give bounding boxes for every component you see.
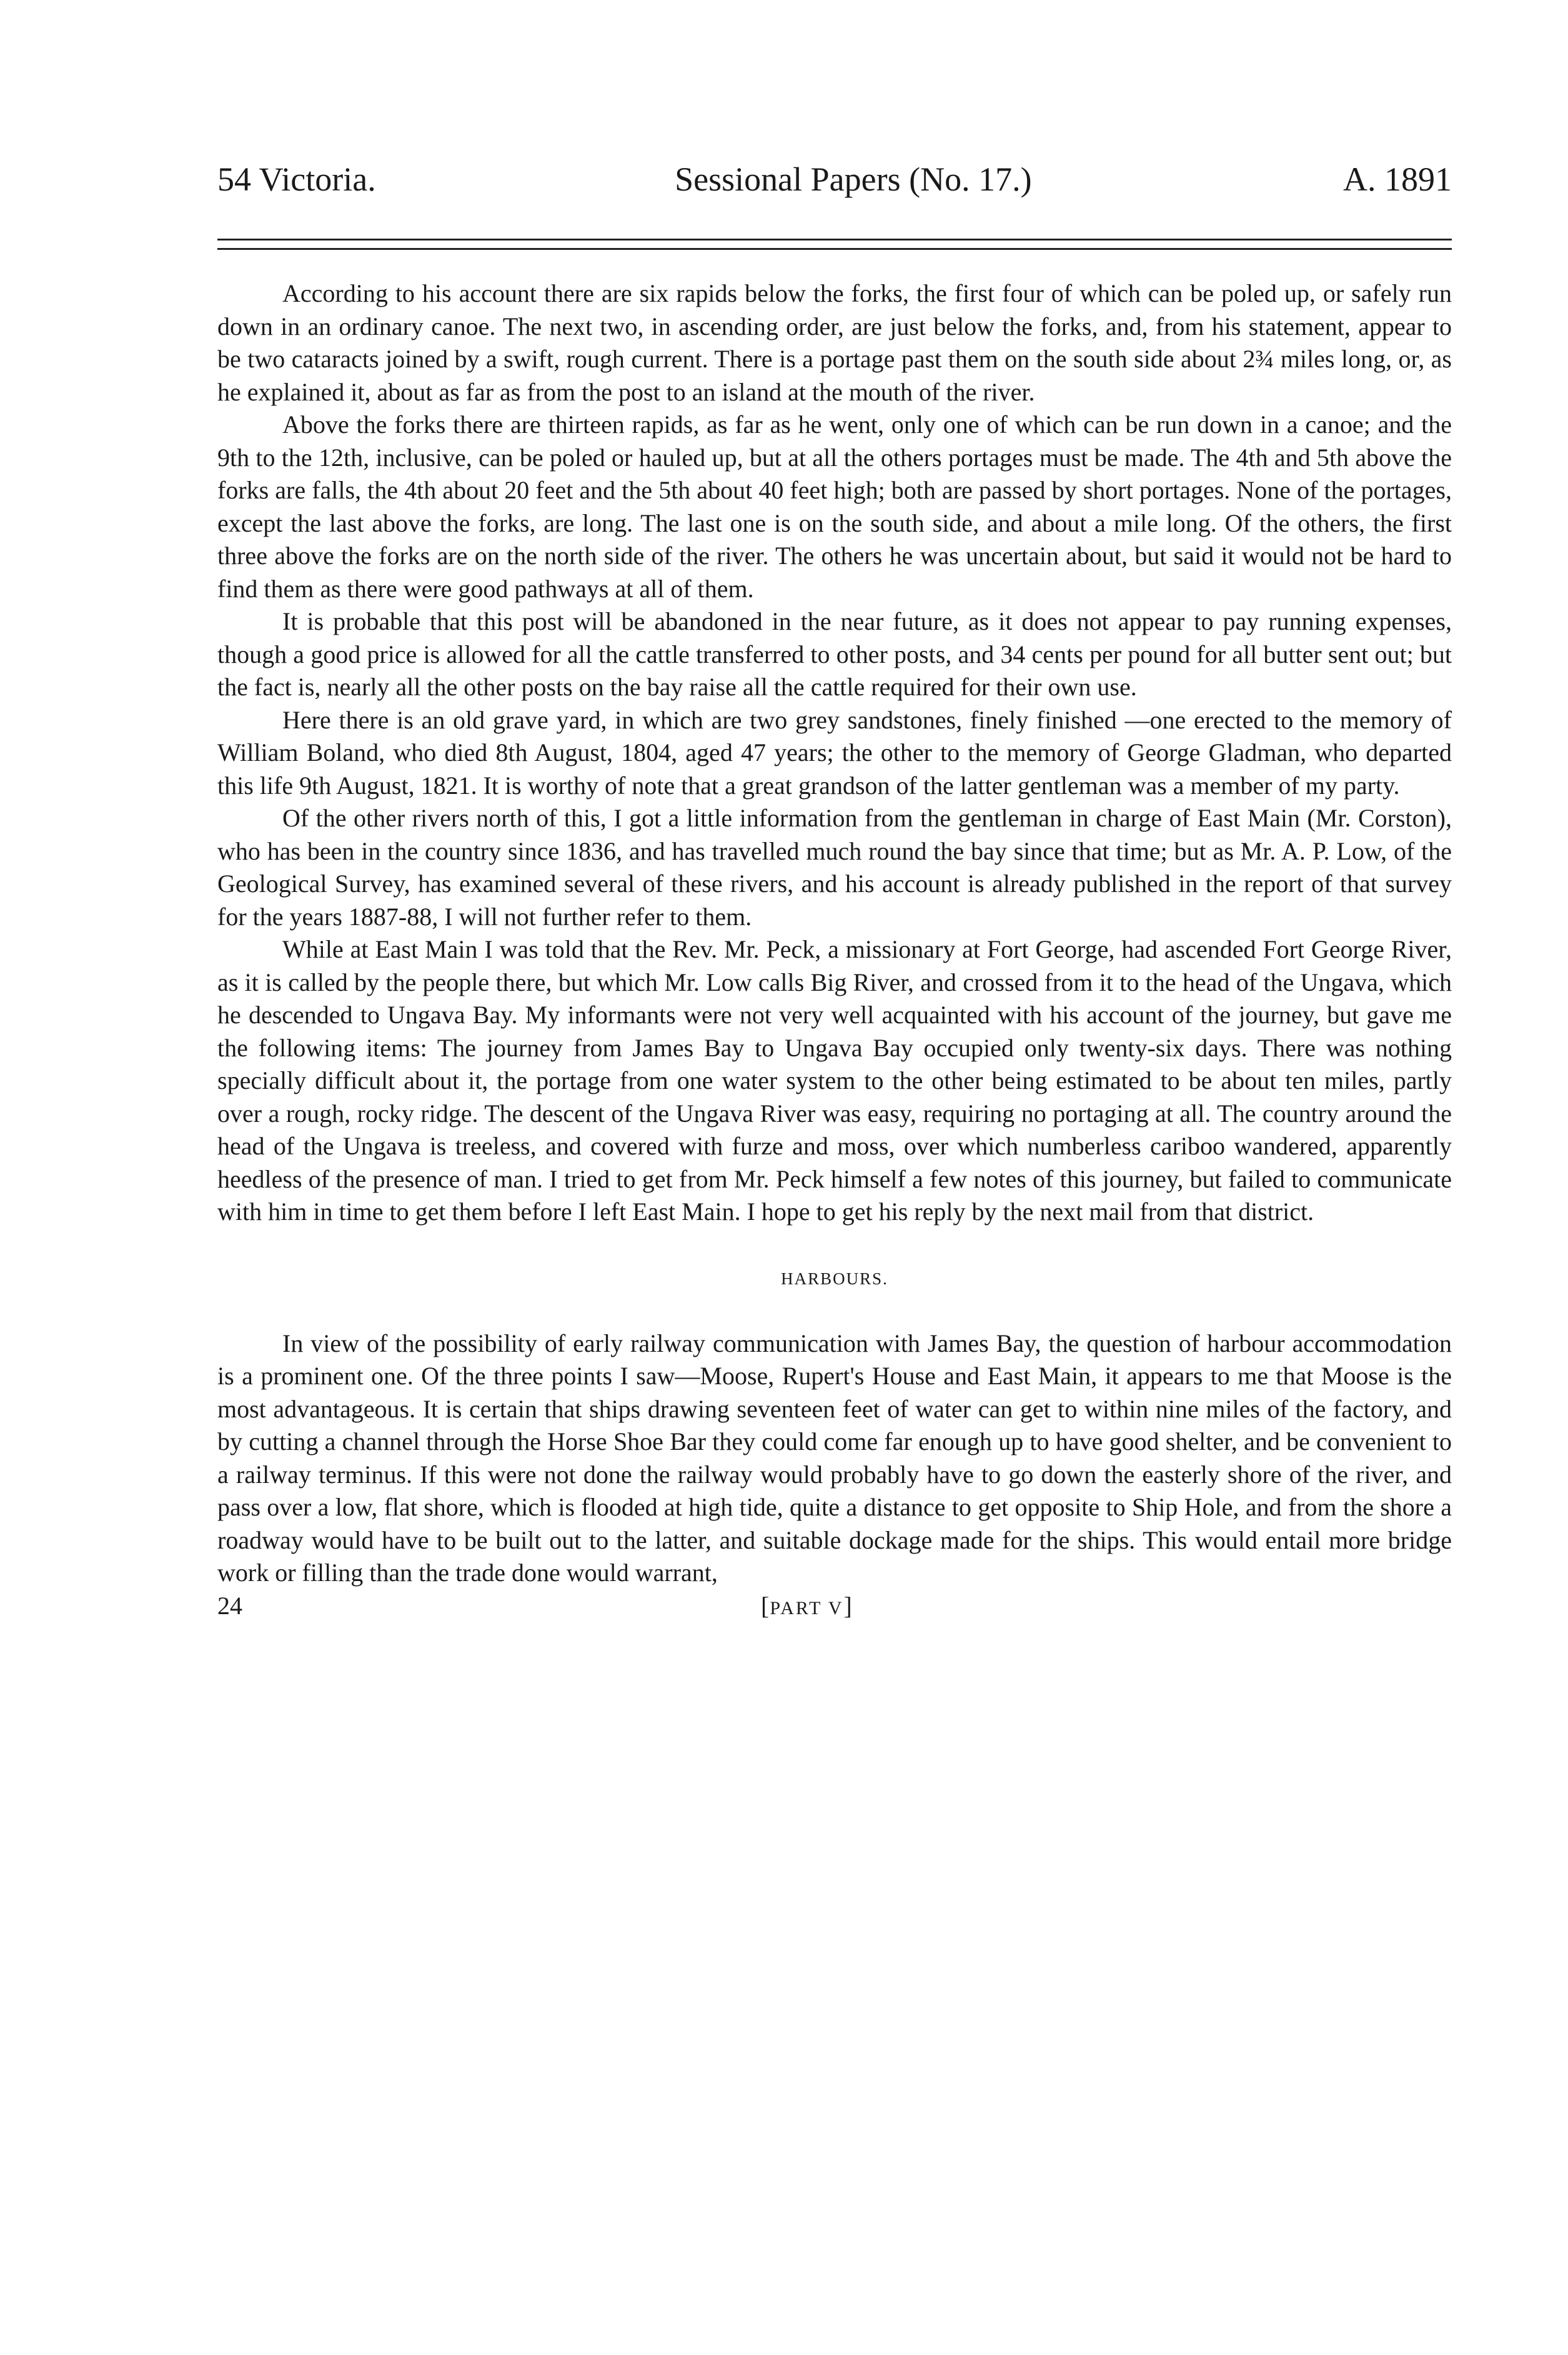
part-text: PART V [770, 1597, 844, 1619]
body-text [217, 277, 1452, 1625]
part-bracket-close: ] [843, 1591, 853, 1620]
header-rule-top [217, 239, 1452, 240]
paragraph: Above the forks there are thirteen rapids, as far as he went, only one of which can be run down in a canoe; and the 9th to the 12th, inclusive, can be poled or hauled up, but at all the others portages must be made. The 4th and 5th above the forks are falls, the 4th about 20 feet and the 5th about 40 feet high; both are passed by short portages. None of the portages, except the last above the forks, are long. The last one is on the south side, and about a mile long. Of the others, the first three above the forks are on the north side of the river. The others he was uncertain about, but said it would not be hard to find them as there were good pathways at all of them. [217, 410, 1452, 603]
document-page [217, 162, 1452, 1625]
header-year: A. 1891 [1343, 161, 1452, 198]
part-label [761, 1590, 853, 1625]
header-volume: 54 Victoria. [217, 161, 376, 198]
running-head [217, 162, 1452, 206]
header-rule-bottom [217, 248, 1452, 250]
paragraph: It is probable that this post will be abandoned in the near future, as it does not appear to pay running expenses, though a good price is allowed for all the cattle transferred to other posts, and 34 cents per pound for all butter sent out; but the fact is, nearly all the other posts on the bay raise all the cattle required for their own use. [217, 607, 1452, 701]
header-title: Sessional Papers (No. 17.) [675, 161, 1032, 198]
paragraph: While at East Main I was told that the Rev. Mr. Peck, a missionary at Fort George, had ascended Fort George River, as it is called by the people there, but which Mr. Low calls Big River, and crossed from it to the head of the Ungava, which he descended to Ungava Bay. My informants were not very well acquainted with his account of the journey, but gave me the following items: The journey from James Bay to Ungava Bay occupied only twenty-six days. There was nothing specially difficult about it, the portage from one water system to the other being estimated to be about ten miles, partly over a rough, rocky ridge. The descent of the Ungava River was easy, requiring no portaging at all. The country around the head of the Ungava is treeless, and covered with furze and moss, over which numberless cariboo wandered, apparently heedless of the presence of man. I tried to get from Mr. Peck himself a few notes of this journey, but failed to communicate with him in time to get them before I left East Main. I hope to get his reply by the next mail from that district. [217, 935, 1452, 1226]
paragraph: Of the other rivers north of this, I got a little information from the gentleman in charge of East Main (Mr. Corston), who has been in the country since 1836, and has travelled much round the bay since that time; but as Mr. A. P. Low, of the Geological Survey, has examined several of these rivers, and his account is already published in the report of that survey for the years 1887-88, I will not further refer to them. [217, 804, 1452, 931]
paragraph: According to his account there are six rapids below the forks, the first four of which can be poled up, or safely run down in an ordinary canoe. The next two, in ascending order, are just below the forks, and, from his statement, appear to be two cataracts joined by a swift, rough current. There is a portage past them on the south side about 2¾ miles long, or, as he explained it, about as far as from the post to an island at the mouth of the river. [217, 279, 1452, 406]
signature-mark: 24 [217, 1591, 242, 1620]
section-heading: HARBOURS. [781, 1269, 888, 1288]
paragraph: In view of the possibility of early railway communication with James Bay, the question of harbour accommodation is a prominent one. Of the three points I saw—Moose, Rupert's House and East Main, it appears to me that Moose is the most advantageous. It is certain that ships drawing seventeen feet of water can get to within nine miles of the factory, and by cutting a channel through the Horse Shoe Bar they could come far enough up to have good shelter, and be convenient to a railway terminus. If this were not done the railway would probably have to go down the easterly shore of the river, and pass over a low, flat shore, which is flooded at high tide, quite a distance to get opposite to Ship Hole, and from the shore a roadway would have to be built out to the latter, and suitable dockage made for the ships. This would entail more bridge work or filling than the trade done would warrant, [217, 1329, 1452, 1587]
page-footer [217, 1590, 1452, 1625]
paragraph: Here there is an old grave yard, in which are two grey sandstones, finely finished —one erected to the memory of William Boland, who died 8th August, 1804, aged 47 years; the other to the memory of George Gladman, who departed this life 9th August, 1821. It is worthy of note that a great grandson of the latter gentleman was a member of my party. [217, 705, 1452, 800]
part-bracket-open: [ [761, 1591, 770, 1620]
